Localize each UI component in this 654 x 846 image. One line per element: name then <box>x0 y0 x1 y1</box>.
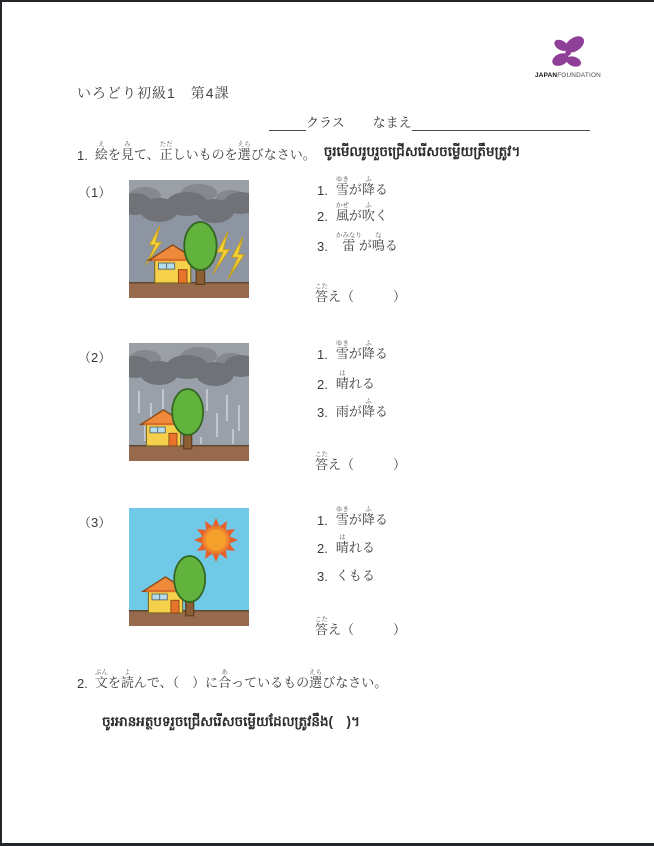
class-blank-line <box>269 115 306 131</box>
item-2-answer-line <box>315 451 406 473</box>
item-3-option-3 <box>317 562 375 584</box>
name-label: なまえ <box>372 115 412 130</box>
question-2-instruction-japanese: 文ぶんを読よんで、（ ）に合あっているもの選えらびなさい。 <box>94 669 388 690</box>
item-2-option-1 <box>317 340 388 362</box>
option-text: 雪ゆきが降ふる <box>335 340 388 361</box>
question-1-instruction-khmer: ចូរមើលរូបរួចជ្រើសរើសចម្លើយត្រឹមត្រូវ។ <box>323 144 521 159</box>
option-number: 1. <box>317 347 328 362</box>
class-label: クラス <box>306 115 345 130</box>
option-text: 風かぜが吹ふく <box>335 202 388 223</box>
item-3-answer-line <box>315 616 406 638</box>
name-blank-line <box>412 115 590 131</box>
option-text: 雷かみなりが鳴なる <box>335 232 398 253</box>
worksheet-title: いろどり初級1 第4課 <box>77 85 230 101</box>
option-number: 1. <box>317 183 328 198</box>
item-3-label: （3） <box>78 515 112 530</box>
option-text: くもる <box>335 568 375 583</box>
question-1-number: 1. <box>77 148 88 163</box>
option-number: 3. <box>317 239 328 254</box>
question-2-instruction-khmer: ចូរអានអត្ថបទរួចជ្រើសរើសចម្លើយដែលត្រូវនឹង( )។ <box>102 714 360 729</box>
option-number: 2. <box>317 209 328 224</box>
question-1-instruction-japanese: 絵えを見みて、正ただしいものを選えらびなさい。 <box>94 141 316 162</box>
option-text: 雪ゆきが降ふる <box>335 176 388 197</box>
answer-label: 答こたえ（ ） <box>315 283 407 304</box>
logo-wordmark-japan: JAPAN <box>535 72 558 79</box>
option-number: 3. <box>317 405 328 420</box>
item-1-label: （1） <box>78 185 112 200</box>
option-number: 3. <box>317 569 328 584</box>
item-1-option-1 <box>317 176 388 198</box>
logo-wordmark <box>535 72 601 79</box>
logo-wordmark-foundation: FOUNDATION <box>557 72 601 79</box>
option-number: 2. <box>317 541 328 556</box>
option-text: 雪ゆきが降ふる <box>335 506 388 527</box>
logo-flower-icon <box>549 33 587 71</box>
japan-foundation-logo <box>526 33 610 79</box>
option-text: 雨が降ふる <box>335 398 388 419</box>
answer-label: 答こたえ（ ） <box>315 451 407 472</box>
option-text: 晴はれる <box>335 534 375 555</box>
thunderstorm-scene-illustration <box>129 180 249 298</box>
option-number: 1. <box>317 513 328 528</box>
item-2-option-2 <box>317 370 375 392</box>
item-1-answer-line <box>315 283 406 305</box>
option-text: 晴はれる <box>335 370 375 391</box>
question-2-number: 2. <box>77 676 88 691</box>
option-number: 2. <box>317 377 328 392</box>
item-2-option-3 <box>317 398 388 420</box>
class-name-line <box>269 113 590 131</box>
item-2-label: （2） <box>78 350 112 365</box>
rainy-scene-illustration <box>129 343 249 461</box>
item-1-option-3 <box>317 232 398 254</box>
sunny-scene-illustration <box>129 508 249 626</box>
item-3-option-2 <box>317 534 375 556</box>
question-2-heading <box>77 666 387 691</box>
item-1-option-2 <box>317 202 388 224</box>
question-1-heading <box>77 138 520 163</box>
item-3-option-1 <box>317 506 388 528</box>
answer-label: 答こたえ（ ） <box>315 616 407 637</box>
ground-icon <box>129 282 249 298</box>
